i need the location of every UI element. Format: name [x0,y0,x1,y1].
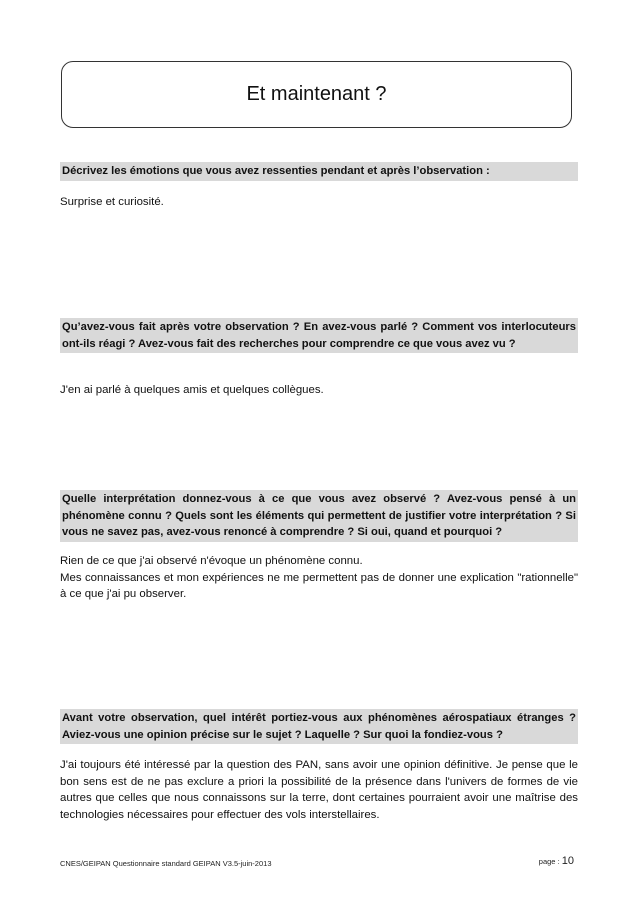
footer-document-reference: CNES/GEIPAN Questionnaire standard GEIPAN V3.5-juin-2013 [60,859,272,868]
answer-3-line: Mes connaissances et mon expériences ne me permettent pas de donner une explication "rationnelle" à ce que j'ai pu observer. [60,571,578,600]
answer-2-line: J'en ai parlé à quelques amis et quelques collègues. [60,384,324,396]
page-label: page : [538,857,560,866]
answer-3-line: Rien de ce que j'ai observé n'évoque un phénomène connu. [60,555,363,567]
question-2: Qu’avez-vous fait après votre observation ? En avez-vous parlé ? Comment vos interlocuteurs ont-ils réagi ? Avez-vous fait des recherches pour comprendre ce que vous avez vu ? [60,318,578,353]
answer-1-line: Surprise et curiosité. [60,196,164,208]
footer-page-number [539,855,574,867]
question-1: Décrivez les émotions que vous avez ressenties pendant et après l’observation : [60,162,578,181]
answer-4 [60,757,578,823]
question-3: Quelle interprétation donnez-vous à ce que vous avez observé ? Avez-vous pensé à un phénomène connu ? Quels sont les éléments qui permettent de justifier votre interprétation ? Si vous ne savez pas, avez-vous renoncé à comprendre ? Si oui, quand et pourquoi ? [60,490,578,542]
page-title: Et maintenant ? [246,83,387,105]
title-box [61,61,572,128]
answer-2 [60,382,578,399]
answer-4-line: J'ai toujours été intéressé par la question des PAN, sans avoir une opinion définitive. Je pense que le bon sens est de ne pas exclure a priori la possibilité de la présence dans l'univers de formes de vie autres que celles que nous connaissons sur la terre, dont certaines pourraient avoir une maîtrise des technologies nécessaires pour effectuer des vols interstellaires. [60,759,578,821]
answer-1 [60,194,578,211]
page-number: 10 [561,855,574,867]
answer-3 [60,553,578,603]
question-4: Avant votre observation, quel intérêt portiez-vous aux phénomènes aérospatiaux étranges ? Aviez-vous une opinion précise sur le sujet ? Laquelle ? Sur quoi la fondiez-vous ? [60,709,578,744]
